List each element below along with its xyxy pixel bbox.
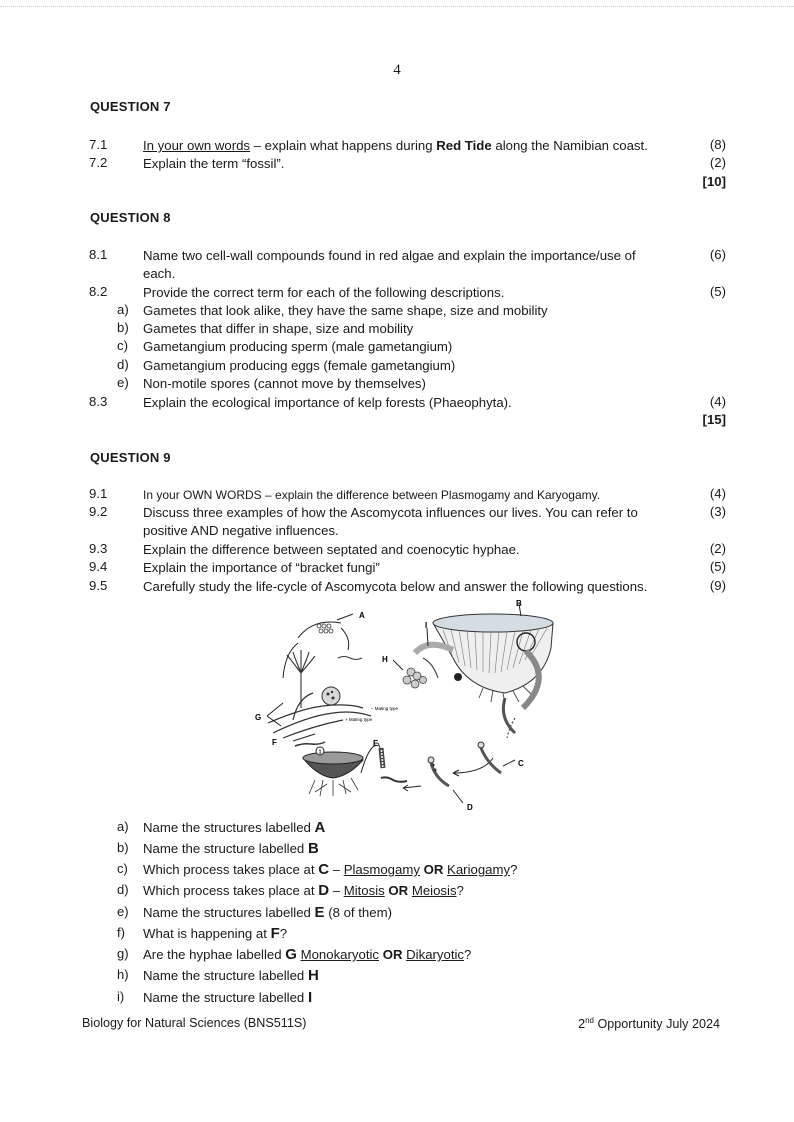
q9-5e-letter: e)	[117, 904, 129, 919]
q9-5d-letter: d)	[117, 882, 129, 897]
question-7-title: QUESTION 7	[90, 99, 171, 114]
q9-3-number: 9.3	[89, 541, 108, 556]
label-g: G	[255, 713, 262, 722]
q9-5b-letter: b)	[117, 840, 129, 855]
q9-2-marks: (3)	[709, 504, 726, 519]
q8-2e-text: Non-motile spores (cannot move by themselves)	[143, 376, 426, 391]
q9-5-text: Carefully study the life-cycle of Ascomycota below and answer the following questions.	[143, 579, 648, 594]
q8-1-line1: Name two cell-wall compounds found in red algae and explain the importance/use of	[143, 248, 636, 263]
q9-1-text: In your OWN WORDS – explain the difference between Plasmogamy and Karyogamy.	[143, 488, 601, 502]
q8-3-text: Explain the ecological importance of kelp forests (Phaeophyta).	[143, 395, 512, 410]
q9-5c-text: Which process takes place at C – Plasmogamy OR Kariogamy?	[143, 861, 518, 878]
q8-2b-text: Gametes that differ in shape, size and mobility	[143, 321, 414, 336]
q8-2-text: Provide the correct term for each of the following descriptions.	[143, 285, 505, 300]
q8-1-marks: (6)	[709, 247, 726, 262]
q7-1-post: along the Namibian coast.	[491, 138, 648, 153]
conidiophore	[287, 650, 315, 708]
q9-2-line2: positive AND negative influences.	[143, 523, 339, 538]
q9-5i-letter: i)	[117, 989, 125, 1004]
q8-3-marks: (4)	[709, 394, 726, 409]
q9-4-number: 9.4	[89, 559, 108, 574]
q9-5h-letter: h)	[117, 967, 129, 982]
q8-1-number: 8.1	[89, 247, 108, 262]
q9-4-marks: (5)	[709, 559, 726, 574]
ascogenous-hyphae-cluster	[403, 668, 427, 688]
plus-mating-type-label: + Mating type	[345, 717, 373, 722]
q7-1-pre: – explain what happens during	[250, 138, 437, 153]
label-i: I	[425, 621, 428, 630]
q9-5e-text: Name the structures labelled E (8 of them)	[143, 904, 392, 921]
q7-1-text	[143, 137, 648, 155]
label-a: A	[359, 611, 365, 620]
q9-1-number: 9.1	[89, 486, 108, 501]
q9-5c-letter: c)	[117, 861, 128, 876]
footer-opportunity: 2nd Opportunity July 2024	[578, 1016, 720, 1032]
q9-5g-letter: g)	[117, 946, 129, 961]
q9-4-text: Explain the importance of “bracket fungi”	[143, 560, 380, 575]
q8-2d-letter: d)	[117, 357, 129, 372]
q7-1-underlined: In your own words	[143, 138, 251, 153]
minus-mating-type-label: – Mating type	[371, 706, 399, 711]
small-ascocarp-hyphae	[309, 778, 358, 796]
developing-ascus	[431, 763, 449, 786]
structure-i	[423, 658, 438, 678]
q7-1-bold: Red Tide	[436, 138, 492, 153]
q9-5a-text: Name the structures labelled A	[143, 819, 326, 836]
ascus-base	[381, 777, 407, 781]
stage-marker	[454, 673, 462, 681]
q9-2-number: 9.2	[89, 504, 108, 519]
q9-5-number: 9.5	[89, 578, 108, 593]
q7-2-text: Explain the term “fossil”.	[143, 156, 285, 171]
svg-text:1: 1	[318, 749, 322, 756]
q9-5b-text: Name the structure labelled B	[143, 840, 319, 857]
page-number: 4	[393, 62, 401, 78]
germ-tube	[338, 657, 362, 660]
q8-2c-text: Gametangium producing sperm (male gametangium)	[143, 339, 453, 354]
q8-total: [15]	[702, 412, 726, 427]
q8-2d-text: Gametangium producing eggs (female gametangium)	[143, 358, 456, 373]
q8-2a-letter: a)	[117, 302, 129, 317]
label-e: E	[373, 739, 379, 748]
q8-2e-letter: e)	[117, 375, 129, 390]
q9-5f-text: What is happening at F?	[143, 925, 288, 942]
question-8-title: QUESTION 8	[90, 210, 171, 225]
q8-2-marks: (5)	[709, 284, 726, 299]
label-h: H	[382, 655, 388, 664]
label-c-leader	[503, 760, 515, 766]
q9-1-marks: (4)	[709, 486, 726, 501]
label-c: C	[518, 759, 524, 768]
q7-2-marks: (2)	[709, 155, 726, 170]
ascomycota-life-cycle-diagram	[253, 598, 565, 810]
q8-2-number: 8.2	[89, 284, 108, 299]
label-f-leader	[293, 734, 315, 741]
conidia-cluster	[317, 624, 333, 633]
q9-3-text: Explain the difference between septated and coenocytic hyphae.	[143, 542, 520, 557]
label-d-leader	[453, 790, 463, 803]
label-f: F	[272, 738, 277, 747]
q7-1-number: 7.1	[89, 137, 108, 152]
q9-5d-text: Which process takes place at D – Mitosis OR Meiosis?	[143, 882, 464, 899]
q9-5g-text: Are the hyphae labelled G Monokaryotic OR Dikaryotic?	[143, 946, 472, 963]
q9-2-line1: Discuss three examples of how the Ascomycota influences our lives. You can refer to	[143, 505, 638, 520]
zoom-arrow-h	[415, 645, 453, 653]
q8-1-line2: each.	[143, 266, 176, 281]
footer-course: Biology for Natural Sciences (BNS511S)	[82, 1016, 307, 1030]
q7-2-number: 7.2	[89, 155, 108, 170]
dikaryotic-hypha	[295, 742, 325, 746]
q9-5f-letter: f)	[117, 925, 125, 940]
q9-5h-text: Name the structure labelled H	[143, 967, 319, 984]
label-d: D	[467, 803, 473, 810]
release-arrow	[361, 745, 376, 773]
label-a-leader	[337, 614, 353, 620]
question-9-title: QUESTION 9	[90, 450, 171, 465]
q9-5a-letter: a)	[117, 819, 129, 834]
label-h-leader	[393, 660, 403, 670]
q7-1-marks: (8)	[709, 137, 726, 152]
q9-5-marks: (9)	[709, 578, 726, 593]
q8-2a-text: Gametes that look alike, they have the same shape, size and mobility	[143, 303, 548, 318]
q7-total: [10]	[702, 174, 726, 189]
q9-3-marks: (2)	[709, 541, 726, 556]
ascogonium	[322, 687, 340, 705]
mating-hyphae	[268, 693, 371, 738]
top-rule	[0, 6, 794, 7]
label-b: B	[516, 599, 522, 608]
q8-2b-letter: b)	[117, 320, 129, 335]
q8-2c-letter: c)	[117, 338, 128, 353]
q9-5i-text: Name the structure labelled I	[143, 989, 313, 1006]
q8-3-number: 8.3	[89, 394, 108, 409]
germination-arrow	[341, 628, 349, 650]
